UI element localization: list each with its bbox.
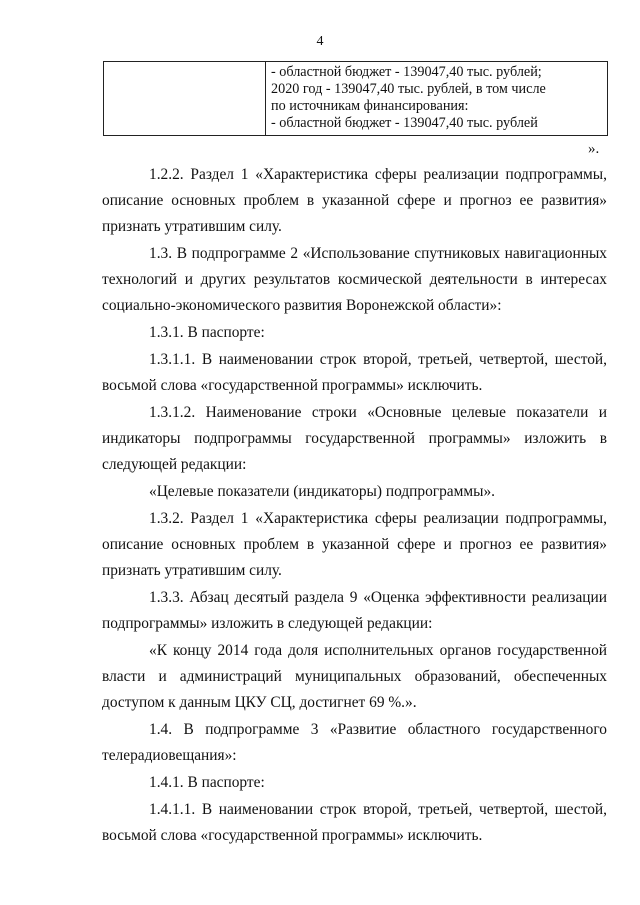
table-line: по источникам финансирования: <box>271 98 469 114</box>
closing-quote: ». <box>588 141 600 157</box>
paragraph: 1.3. В подпрограмме 2 «Использование спутниковых навигационных технологий и других результатов космической деятельности в интересах социально-экономического развития Воронежской области»: <box>102 245 607 314</box>
table-cell-empty <box>104 62 266 136</box>
table-line: 2020 год - 139047,40 тыс. рублей, в том числе <box>271 81 546 97</box>
financing-table <box>103 61 608 136</box>
paragraph: 1.2.2. Раздел 1 «Характеристика сферы реализации подпрограммы, описание основных проблем в указанной сфере и прогноз ее развития» признать утратившим силу. <box>102 166 607 235</box>
table-row <box>104 62 608 136</box>
paragraph: «Целевые показатели (индикаторы) подпрограммы». <box>149 483 495 500</box>
paragraph: 1.3.3. Абзац десятый раздела 9 «Оценка эффективности реализации подпрограммы» изложить в следующей редакции: <box>102 589 607 632</box>
paragraph: 1.4.1.1. В наименовании строк второй, третьей, четвертой, шестой, восьмой слова «государственной программы» исключить. <box>102 801 607 844</box>
paragraph: 1.4. В подпрограмме 3 «Развитие областного государственного телерадиовещания»: <box>102 721 607 764</box>
paragraph: 1.3.1.2. Наименование строки «Основные целевые показатели и индикаторы подпрограммы государственной программы» изложить в следующей редакции: <box>102 404 607 473</box>
paragraph: 1.3.1.1. В наименовании строк второй, третьей, четвертой, шестой, восьмой слова «государственной программы» исключить. <box>102 351 607 394</box>
paragraph: 1.4.1. В паспорте: <box>149 774 265 791</box>
table-line: - областной бюджет - 139047,40 тыс. рублей; <box>271 64 542 80</box>
table-cell-financing <box>266 62 608 136</box>
paragraph: «К концу 2014 года доля исполнительных органов государственной власти и администраций муниципальных образований, обеспеченных доступом к данным ЦКУ СЦ, достигнет 69 %.». <box>102 642 607 711</box>
paragraph: 1.3.2. Раздел 1 «Характеристика сферы реализации подпрограммы, описание основных проблем в указанной сфере и прогноз ее развития» признать утратившим силу. <box>102 510 607 579</box>
paragraph: 1.3.1. В паспорте: <box>149 324 265 341</box>
page-number: 4 <box>316 34 324 49</box>
document-body <box>102 162 607 850</box>
table-line: - областной бюджет - 139047,40 тыс. рублей <box>271 115 538 131</box>
